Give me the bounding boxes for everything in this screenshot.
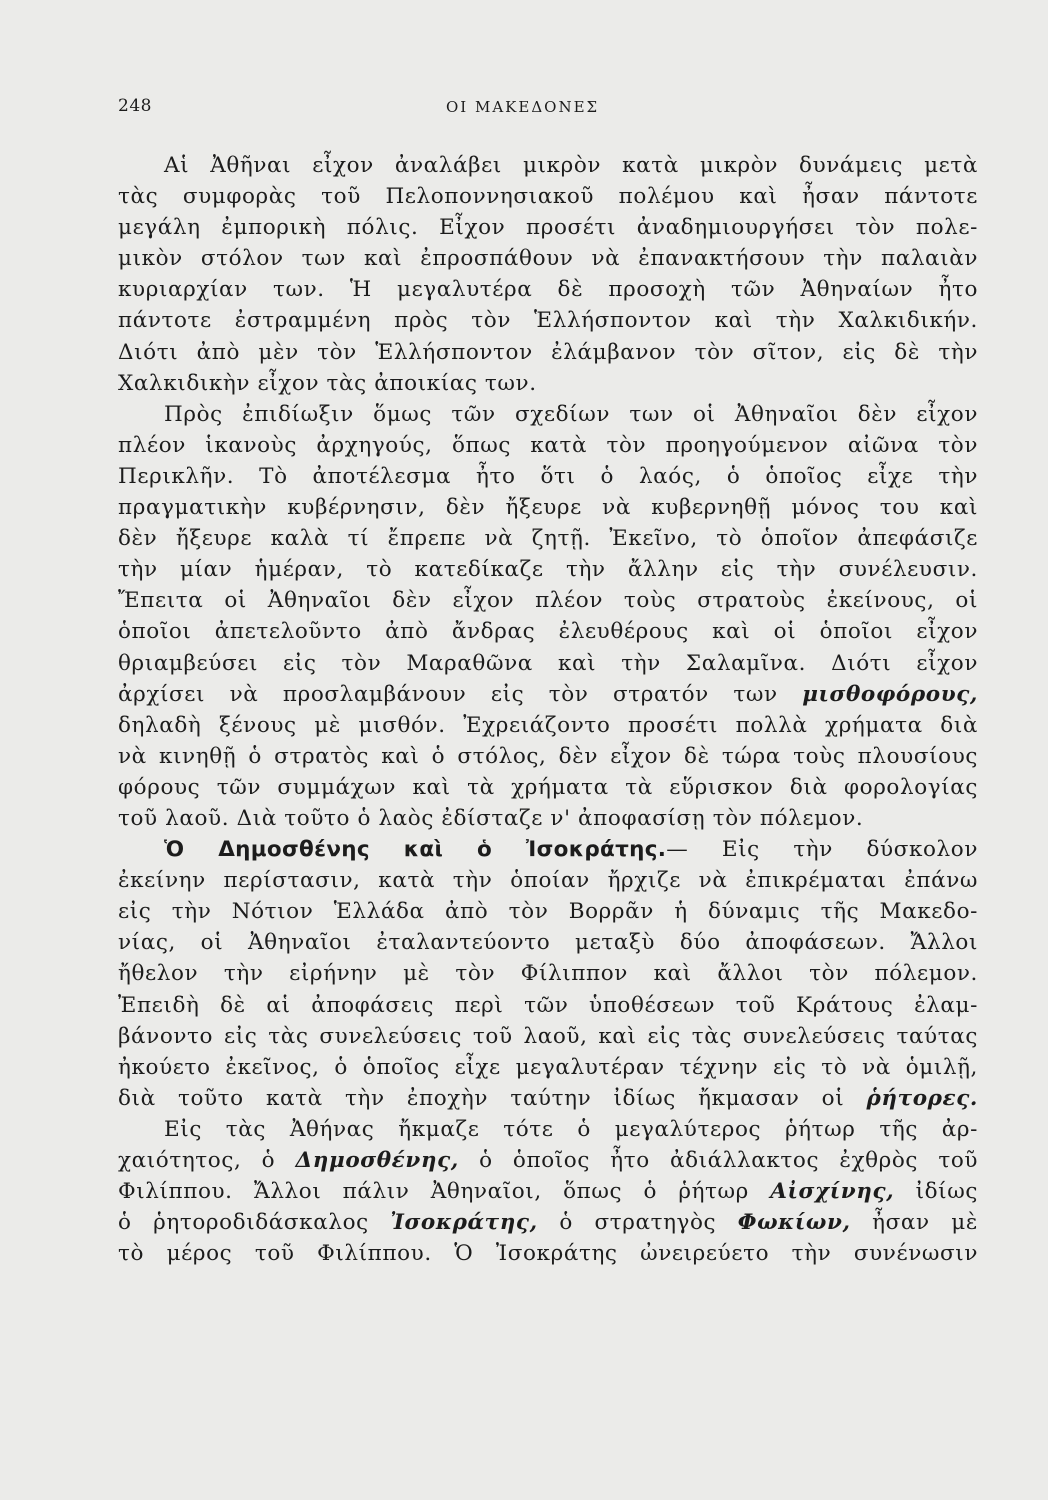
text-line: εἰς τὴν Νότιον Ἑλλάδα ἀπὸ τὸν Βορρᾶν ἡ δύναμις τῆς Μακεδο-: [118, 899, 978, 925]
line-text: Φιλίππου. Ἄλλοι πάλιν Ἀθηναῖοι, ὅπως ὁ ῥήτωρ: [118, 1179, 749, 1205]
text-line: πλέον ἱκανοὺς ἀρχηγούς, ὅπως κατὰ τὸν προηγούμενον αἰῶνα τὸν: [118, 432, 978, 458]
paragraph-leadership: [118, 399, 978, 834]
text-line: κυριαρχίαν των. Ἡ μεγαλυτέρα δὲ προσοχὴ τῶν Ἀθηναίων ἦτο: [118, 277, 978, 303]
text-line: τὸ μέρος τοῦ Φιλίππου. Ὁ Ἰσοκράτης ὠνειρεύετο τὴν συνένωσιν: [118, 1241, 978, 1267]
text-line: Διότι ἀπὸ μὲν τὸν Ἑλλήσποντον ἐλάμβανον τὸν σῖτον, εἰς δὲ τὴν: [118, 339, 978, 365]
text-line: νὰ κινηθῇ ὁ στρατὸς καὶ ὁ στόλος, δὲν εἶχον δὲ τώρα τοὺς πλουσίους: [118, 743, 978, 769]
text-line: [118, 1207, 978, 1238]
paragraph-orators: [118, 1114, 978, 1269]
text-line: ἤθελον τὴν εἰρήνην μὲ τὸν Φίλιππον καὶ ἄλλοι τὸν πόλεμον.: [118, 961, 978, 987]
emphasis-name: Αἰσχίνης,: [770, 1179, 895, 1205]
page-number: 248: [118, 96, 152, 116]
emphasis-term: ῥήτορες.: [866, 1085, 978, 1111]
paragraph-athens-recovery: [118, 150, 978, 399]
text-line: Πρὸς ἐπιδίωξιν ὅμως τῶν σχεδίων των οἱ Ἀθηναῖοι δὲν εἶχον: [164, 401, 978, 427]
text-line: τοῦ λαοῦ. Διὰ τοῦτο ὁ λαὸς ἐδίσταζε ν' ἀποφασίσῃ τὸν πόλεμον.: [118, 805, 864, 831]
text-line: τὴν μίαν ἡμέραν, τὸ κατεδίκαζε τὴν ἄλλην εἰς τὴν συνέλευσιν.: [118, 557, 978, 583]
text-line: μικὸν στόλον των καὶ ἐπροσπάθουν νὰ ἐπανακτήσουν τὴν παλαιὰν: [118, 246, 978, 272]
text-line: Χαλκιδικὴν εἶχον τὰς ἀποικίας των.: [118, 370, 537, 396]
emphasis-term: μισθοφόρους,: [802, 681, 978, 707]
text-line: [118, 1145, 978, 1176]
text-line: τὰς συμφορὰς τοῦ Πελοποννησιακοῦ πολέμου καὶ ἦσαν πάντοτε: [118, 184, 978, 210]
text-line: Ἐπειδὴ δὲ αἱ ἀποφάσεις περὶ τῶν ὑποθέσεων τοῦ Κράτους ἐλαμ-: [118, 992, 978, 1018]
line-text: ὁ στρατηγὸς: [559, 1210, 717, 1236]
text-line: Αἱ Ἀθῆναι εἶχον ἀναλάβει μικρὸν κατὰ μικρὸν δυνάμεις μετὰ: [164, 153, 978, 178]
text-line: νίας, οἱ Ἀθηναῖοι ἐταλαντεύοντο μεταξὺ δύο ἀποφάσεων. Ἄλλοι: [118, 930, 978, 956]
text-line: [118, 1083, 978, 1114]
text-line: ἐκείνην περίστασιν, κατὰ τὴν ὁποίαν ἤρχιζε νὰ ἐπικρέμαται ἐπάνω: [118, 868, 978, 894]
text-line: μεγάλη ἐμπορικὴ πόλις. Εἶχον προσέτι ἀναδημιουργήσει τὸν πολε-: [118, 215, 978, 241]
text-line: δηλαδὴ ξένους μὲ μισθόν. Ἐχρειάζοντο προσέτι πολλὰ χρήματα διὰ: [118, 712, 978, 738]
line-text: ἰδίως: [915, 1179, 978, 1205]
text-line: δὲν ἤξευρε καλὰ τί ἔπρεπε νὰ ζητῇ. Ἐκεῖνο, τὸ ὁποῖον ἀπεφάσιζε: [118, 526, 978, 552]
text-line: Περικλῆν. Τὸ ἀποτέλεσμα ἦτο ὅτι ὁ λαός, ὁ ὁποῖος εἶχε τὴν: [118, 463, 978, 489]
text-line: ἠκούετο ἐκεῖνος, ὁ ὁποῖος εἶχε μεγαλυτέραν τέχνην εἰς τὸ νὰ ὁμιλῇ,: [118, 1054, 978, 1080]
line-text: ἀρχίσει νὰ προσλαμβάνουν εἰς τὸν στρατόν των: [118, 681, 778, 707]
body-text: [118, 150, 978, 1269]
paragraph-demosthenes-isocrates: [118, 834, 978, 1114]
line-text: ὁ ὁποῖος ἦτο ἀδιάλλακτος ἐχθρὸς τοῦ: [479, 1148, 979, 1173]
section-heading: Ὁ Δημοσθένης καὶ ὁ Ἰσοκράτης.: [164, 837, 667, 863]
text-line: φόρους τῶν συμμάχων καὶ τὰ χρήματα τὰ εὕρισκον διὰ φορολογίας: [118, 774, 978, 800]
text-line: πραγματικὴν κυβέρνησιν, δὲν ἤξευρε νὰ κυβερνηθῇ μόνος του καὶ: [118, 495, 978, 521]
text-line: [118, 679, 978, 710]
text-line: Εἰς τὰς Ἀθήνας ἤκμαζε τότε ὁ μεγαλύτερος ῥήτωρ τῆς ἀρ-: [164, 1116, 978, 1142]
text-line: [118, 834, 978, 865]
line-text: — Εἰς τὴν δύσκολον: [666, 837, 978, 863]
emphasis-name: Ἰσοκράτης,: [390, 1210, 538, 1236]
emphasis-name: Φωκίων,: [737, 1210, 851, 1236]
text-line: πάντοτε ἐστραμμένη πρὸς τὸν Ἑλλήσποντον καὶ τὴν Χαλκιδικήν.: [118, 308, 978, 334]
line-text: ἦσαν μὲ: [872, 1210, 979, 1236]
emphasis-name: Δημοσθένης,: [295, 1148, 459, 1173]
text-line: βάνοντο εἰς τὰς συνελεύσεις τοῦ λαοῦ, καὶ εἰς τὰς συνελεύσεις ταύτας: [118, 1023, 978, 1049]
text-line: ὁποῖοι ἀπετελοῦντο ἀπὸ ἄνδρας ἐλευθέρους καὶ οἱ ὁποῖοι εἶχον: [118, 619, 978, 645]
text-line: [118, 1176, 978, 1207]
text-line: Ἔπειτα οἱ Ἀθηναῖοι δὲν εἶχον πλέον τοὺς στρατοὺς ἐκείνους, οἱ: [118, 588, 978, 614]
line-text: χαιότητος, ὁ: [118, 1148, 276, 1173]
line-text: ὁ ῥητοροδιδάσκαλος: [118, 1210, 369, 1236]
running-title: ΟΙ ΜΑΚΕΔΟΝΕΣ: [446, 98, 600, 116]
text-line: θριαμβεύσει εἰς τὸν Μαραθῶνα καὶ τὴν Σαλαμῖνα. Διότι εἶχον: [118, 650, 978, 676]
line-text: διὰ τοῦτο κατὰ τὴν ἐποχὴν ταύτην ἰδίως ἤκμασαν οἱ: [118, 1085, 845, 1111]
page-header: [118, 96, 978, 126]
